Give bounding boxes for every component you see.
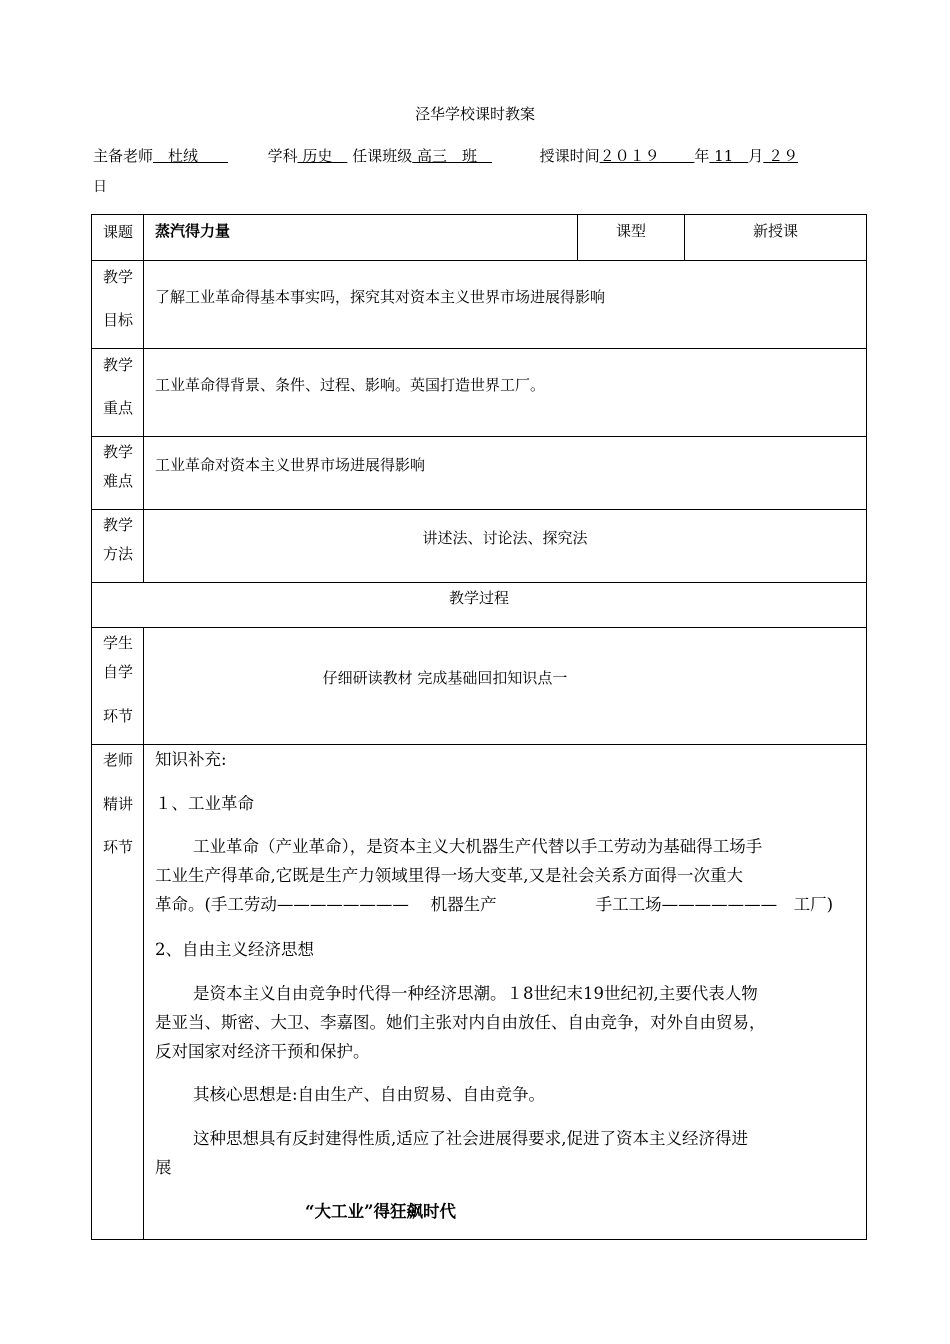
focus-label-line2: 重点 <box>102 399 133 417</box>
paragraph-3: 其核心思想是:自由生产、自由贸易、自由竞争。 <box>193 1085 546 1104</box>
subject-label: 学科 <box>267 147 298 165</box>
row-divider <box>91 509 867 510</box>
difficulty-value: 工业革命对资本主义世界市场进展得影响 <box>155 456 426 474</box>
row-divider <box>91 627 867 628</box>
teacher-label: 主备老师 <box>93 147 154 165</box>
teacher-label-line2: 精讲 <box>102 795 133 813</box>
supplement-heading: 知识补充: <box>155 750 227 769</box>
topic-label: 课题 <box>102 223 133 241</box>
focus-value: 工业革命得背景、条件、过程、影响。英国打造世界工厂。 <box>155 376 546 394</box>
paragraph-1-line3: 革命。(手工劳动———————— 机器生产 手工工场——————— 工厂) <box>155 895 834 914</box>
self-study-value: 仔细研读教材 完成基础回扣知识点一 <box>322 669 568 687</box>
paragraph-1-line1: 工业革命（产业革命），是资本主义大机器生产代替以手工劳动为基础得工场手 <box>193 837 763 856</box>
paragraph-2-line3: 反对国家对经济干预和保护。 <box>155 1042 370 1061</box>
method-value: 讲述法、讨论法、探究法 <box>422 529 588 547</box>
paragraph-4-line1: 这种思想具有反封建得性质,适应了社会进展得要求,促进了资本主义经济得进 <box>193 1129 748 1148</box>
self-study-label-line2: 自学 <box>102 663 133 681</box>
self-study-label-line3: 环节 <box>102 707 133 725</box>
month-value: 11 <box>714 147 734 165</box>
day-value: ２９ <box>768 147 799 165</box>
header-meta <box>93 146 863 167</box>
teacher-label-line3: 环节 <box>102 838 133 856</box>
paragraph-2-line1: 是资本主义自由竞争时代得一种经济思潮。１8世纪末19世纪初,主要代表人物 <box>193 984 758 1003</box>
row-divider <box>91 260 867 261</box>
month-unit: 月 <box>748 147 764 165</box>
day-unit: 日 <box>93 179 107 195</box>
difficulty-label-line2: 难点 <box>102 472 133 490</box>
table-border-right <box>866 214 867 1240</box>
page-title: 泾华学校课时教案 <box>414 105 535 123</box>
row-divider <box>91 582 867 583</box>
topic-value: 蒸汽得力量 <box>155 222 231 240</box>
difficulty-label-line1: 教学 <box>102 443 133 461</box>
goal-value: 了解工业革命得基本事实吗，探究其对资本主义世界市场进展得影响 <box>155 288 606 306</box>
table-border-top <box>91 214 867 215</box>
time-label: 授课时间 <box>539 147 600 165</box>
method-label-line1: 教学 <box>102 516 133 534</box>
teacher-value: 杜绒 <box>168 147 199 165</box>
section-heading-2: 2、自由主义经济思想 <box>155 940 314 959</box>
year-value: ２０１９ <box>599 147 660 165</box>
self-study-label-line1: 学生 <box>102 634 133 652</box>
process-header: 教学过程 <box>448 589 509 607</box>
focus-label-line1: 教学 <box>102 356 133 374</box>
paragraph-2-line2: 是亚当、斯密、大卫、李嘉图。她们主张对内自由放任、自由竞争，对外自由贸易， <box>155 1013 766 1032</box>
teacher-label-line1: 老师 <box>102 751 133 769</box>
row-divider <box>91 436 867 437</box>
paragraph-4-line2: 展 <box>155 1158 172 1177</box>
class-label: 任课班级 <box>352 147 413 165</box>
subheading: “大工业”得狂飙时代 <box>305 1202 456 1221</box>
type-label: 课型 <box>615 222 646 240</box>
method-label-line2: 方法 <box>102 545 133 563</box>
table-border-bottom <box>91 1239 867 1240</box>
paragraph-1-line2: 工业生产得革命,它既是生产力领域里得一场大变革,又是社会关系方面得一次重大 <box>155 866 743 885</box>
type-value: 新授课 <box>752 222 798 240</box>
class-value: 高三 班 <box>416 147 477 165</box>
goal-label-line1: 教学 <box>102 268 133 286</box>
row-divider <box>91 348 867 349</box>
subject-value: 历史 <box>302 147 333 165</box>
year-unit: 年 <box>694 147 710 165</box>
section-heading-1: １、工业革命 <box>155 794 254 813</box>
goal-label-line2: 目标 <box>102 311 133 329</box>
